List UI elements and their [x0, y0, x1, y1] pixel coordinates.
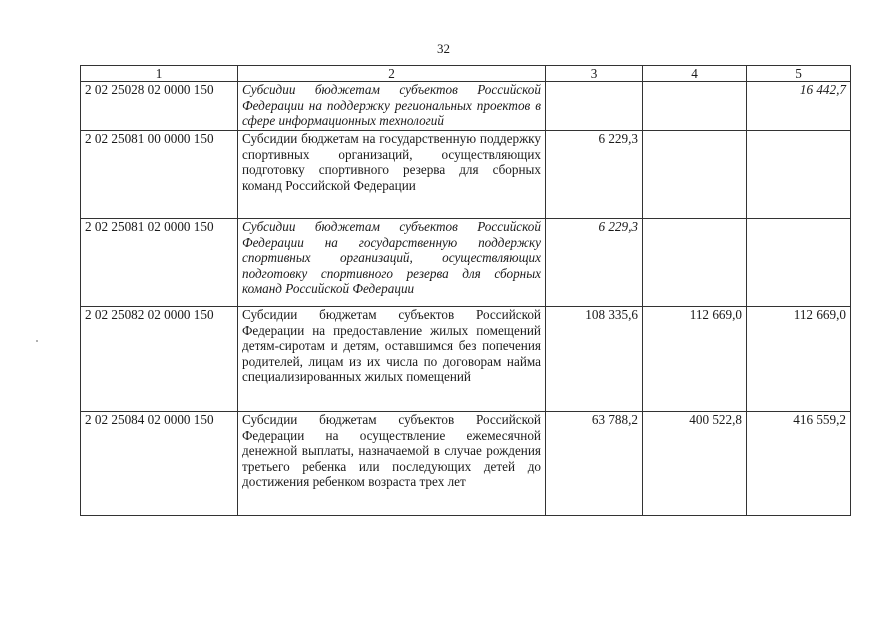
subsidy-description: Субсидии бюджетам субъектов Российской Федерации на государственную поддержку спортивных организаций, осуществляющих подготовку спортивного резерва для сборных команд Российской Федерации: [238, 219, 546, 307]
budget-code: 2 02 25084 02 0000 150: [81, 412, 238, 516]
amount-col-3: [546, 82, 643, 131]
budget-code: 2 02 25082 02 0000 150: [81, 307, 238, 412]
table-row: [81, 131, 851, 219]
amount-col-4: [643, 219, 747, 307]
scan-speck: [36, 340, 38, 342]
amount-col-3: 6 229,3: [546, 219, 643, 307]
amount-col-5: [747, 219, 851, 307]
subsidy-description: Субсидии бюджетам субъектов Российской Федерации на осуществление ежемесячной денежной выплаты, назначаемой в случае рождения третьего ребенка или последующих детей до достижения ребенком возраста трех лет: [238, 412, 546, 516]
header-col-2: 2: [238, 66, 546, 82]
table-row: [81, 307, 851, 412]
amount-col-5: 112 669,0: [747, 307, 851, 412]
header-col-4: 4: [643, 66, 747, 82]
amount-col-4: [643, 82, 747, 131]
budget-code: 2 02 25081 00 0000 150: [81, 131, 238, 219]
amount-col-5: [747, 131, 851, 219]
subsidy-description: Субсидии бюджетам субъектов Российской Федерации на предоставление жилых помещений детям-сиротам и детям, оставшимся без попечения родителей, лицам из их числа по договорам найма специализированных жилых помещений: [238, 307, 546, 412]
amount-col-4: 112 669,0: [643, 307, 747, 412]
budget-code: 2 02 25028 02 0000 150: [81, 82, 238, 131]
subsidy-description: Субсидии бюджетам субъектов Российской Федерации на поддержку региональных проектов в сфере информационных технологий: [238, 82, 546, 131]
header-col-1: 1: [81, 66, 238, 82]
table-row: [81, 412, 851, 516]
amount-col-3: 63 788,2: [546, 412, 643, 516]
amount-col-3: 108 335,6: [546, 307, 643, 412]
amount-col-5: 416 559,2: [747, 412, 851, 516]
subsidy-description: Субсидии бюджетам на государственную поддержку спортивных организаций, осуществляющих подготовку спортивного резерва для сборных команд Российской Федерации: [238, 131, 546, 219]
table-row: [81, 219, 851, 307]
amount-col-3: 6 229,3: [546, 131, 643, 219]
header-col-3: 3: [546, 66, 643, 82]
amount-col-4: [643, 131, 747, 219]
page-number: 32: [437, 41, 450, 56]
amount-col-4: 400 522,8: [643, 412, 747, 516]
amount-col-5: 16 442,7: [747, 82, 851, 131]
header-row: [81, 66, 851, 82]
table-row: [81, 82, 851, 131]
budget-code: 2 02 25081 02 0000 150: [81, 219, 238, 307]
budget-table: [80, 65, 851, 516]
header-col-5: 5: [747, 66, 851, 82]
